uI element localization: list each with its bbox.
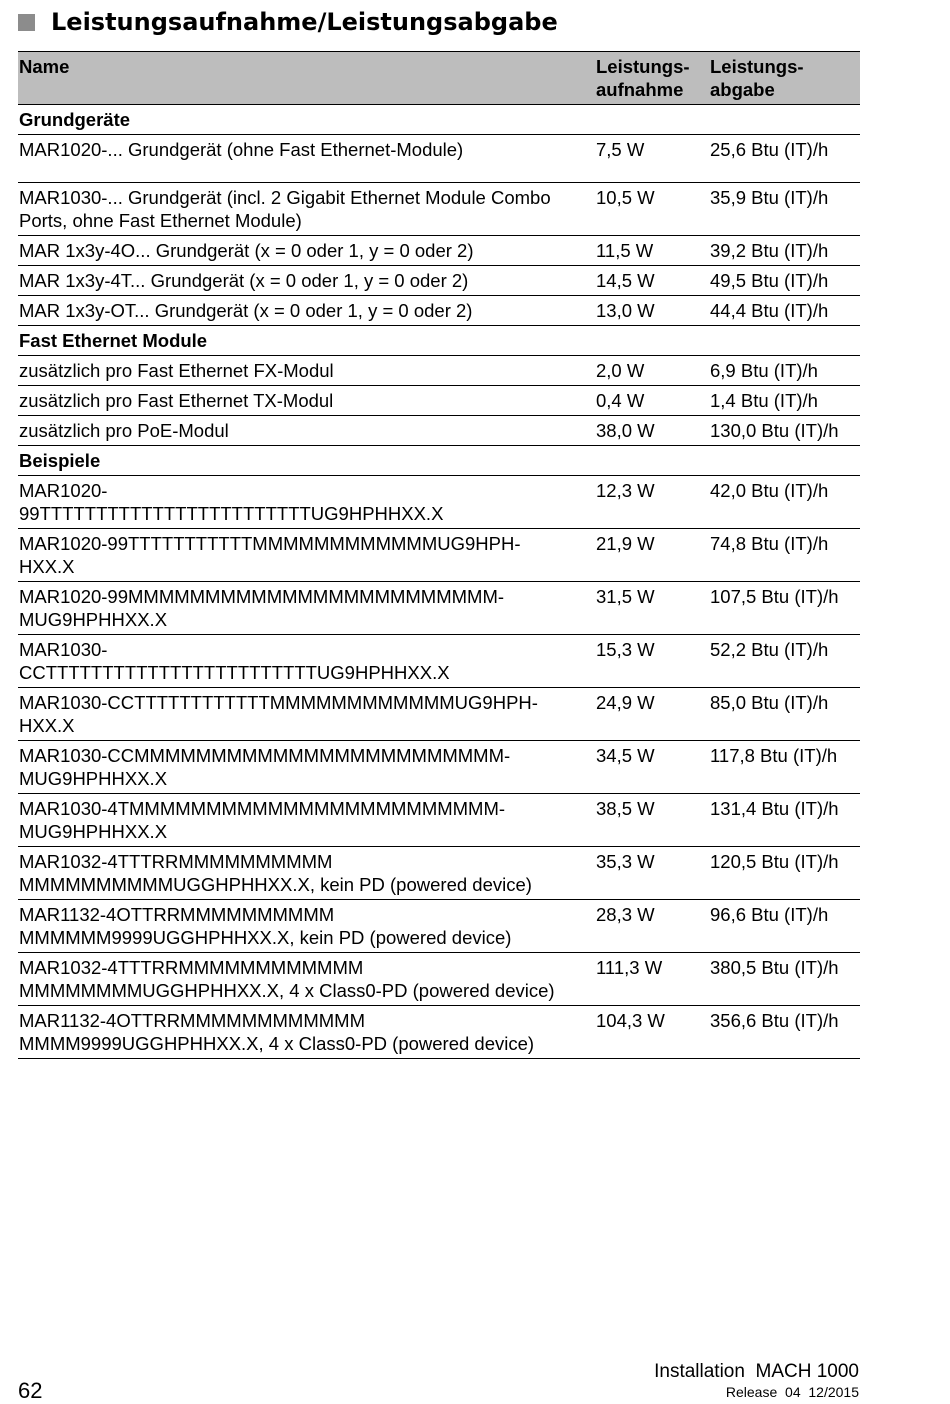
power-output-cell: 35,9 Btu (IT)/h	[709, 183, 860, 236]
power-input-cell: 0,4 W	[595, 386, 709, 416]
table-row	[18, 356, 860, 386]
power-input-cell: 21,9 W	[595, 529, 709, 582]
device-name-cell: zusätzlich pro Fast Ethernet FX-Modul	[18, 356, 595, 386]
power-input-cell: 12,3 W	[595, 476, 709, 529]
power-output-cell: 74,8 Btu (IT)/h	[709, 529, 860, 582]
square-bullet-icon	[18, 14, 35, 31]
power-input-cell: 13,0 W	[595, 296, 709, 326]
device-name-cell: MAR1020-99TTTTTTTTTTTMMMMMMMMMMMMUG9HPH- HXX.X	[18, 529, 595, 582]
power-input-cell: 2,0 W	[595, 356, 709, 386]
power-output-cell: 52,2 Btu (IT)/h	[709, 635, 860, 688]
table-row	[18, 476, 860, 529]
page-number: 62	[18, 1378, 43, 1403]
power-input-cell: 31,5 W	[595, 582, 709, 635]
device-name-cell: MAR1020-... Grundgerät (ohne Fast Ethernet-Module)	[18, 135, 595, 183]
section-row-fast-ethernet-module	[18, 326, 860, 356]
table-row	[18, 953, 860, 1006]
power-output-cell: 1,4 Btu (IT)/h	[709, 386, 860, 416]
device-name-cell: MAR 1x3y-4T... Grundgerät (x = 0 oder 1, y = 0 oder 2)	[18, 266, 595, 296]
power-input-cell: 10,5 W	[595, 183, 709, 236]
table-row	[18, 688, 860, 741]
footer-release-info: Release 04 12/2015	[725, 1384, 859, 1400]
power-input-cell: 14,5 W	[595, 266, 709, 296]
device-name-cell: MAR 1x3y-4O... Grundgerät (x = 0 oder 1, y = 0 oder 2)	[18, 236, 595, 266]
footer-document-title: Installation MACH 1000	[654, 1361, 859, 1382]
device-name-cell: MAR1030-... Grundgerät (incl. 2 Gigabit Ethernet Module Combo Ports, ohne Fast Ethernet Module)	[18, 183, 595, 236]
device-name-cell: MAR1132-4OTTRRMMMMMMMMMMMM MMMM9999UGGHPHHXX.X, 4 x Class0-PD (powered device)	[18, 1006, 595, 1059]
power-output-cell: 130,0 Btu (IT)/h	[709, 416, 860, 446]
device-name-cell: MAR1032-4TTTRRMMMMMMMMMM MMMMMMMMMMUGGHPHHXX.X, kein PD (powered device)	[18, 847, 595, 900]
power-output-cell: 96,6 Btu (IT)/h	[709, 900, 860, 953]
power-input-cell: 38,5 W	[595, 794, 709, 847]
device-name-cell: MAR1020-99MMMMMMMMMMMMMMMMMMMMMMMM- MUG9HPHHXX.X	[18, 582, 595, 635]
section-row-grundgeraete	[18, 105, 860, 135]
power-output-cell: 42,0 Btu (IT)/h	[709, 476, 860, 529]
power-output-cell: 85,0 Btu (IT)/h	[709, 688, 860, 741]
power-input-cell: 34,5 W	[595, 741, 709, 794]
table-row	[18, 183, 860, 236]
table-row	[18, 416, 860, 446]
device-name-cell: MAR1030-4TMMMMMMMMMMMMMMMMMMMMMMMM- MUG9HPHHXX.X	[18, 794, 595, 847]
power-output-cell: 356,6 Btu (IT)/h	[709, 1006, 860, 1059]
section-heading	[18, 8, 558, 36]
power-output-cell: 49,5 Btu (IT)/h	[709, 266, 860, 296]
device-name-cell: MAR1030-CCMMMMMMMMMMMMMMMMMMMMMMMM- MUG9HPHHXX.X	[18, 741, 595, 794]
power-table	[18, 51, 860, 1059]
table-row	[18, 386, 860, 416]
table-row	[18, 529, 860, 582]
device-name-cell: MAR1030-CCTTTTTTTTTTTTMMMMMMMMMMMMUG9HPH- HXX.X	[18, 688, 595, 741]
column-header-power-output: Leistungs- abgabe	[709, 52, 860, 105]
table-row	[18, 582, 860, 635]
power-input-cell: 35,3 W	[595, 847, 709, 900]
table-row	[18, 135, 860, 183]
table-row	[18, 236, 860, 266]
device-name-cell: zusätzlich pro PoE-Modul	[18, 416, 595, 446]
section-label: Grundgeräte	[18, 105, 860, 135]
power-output-cell: 117,8 Btu (IT)/h	[709, 741, 860, 794]
power-input-cell: 7,5 W	[595, 135, 709, 183]
power-input-cell: 15,3 W	[595, 635, 709, 688]
power-output-cell: 380,5 Btu (IT)/h	[709, 953, 860, 1006]
table-row	[18, 847, 860, 900]
column-header-power-input: Leistungs- aufnahme	[595, 52, 709, 105]
power-input-cell: 104,3 W	[595, 1006, 709, 1059]
power-input-cell: 24,9 W	[595, 688, 709, 741]
table-row	[18, 296, 860, 326]
table-row	[18, 900, 860, 953]
device-name-cell: MAR1132-4OTTRRMMMMMMMMMM MMMMMM9999UGGHPHHXX.X, kein PD (powered device)	[18, 900, 595, 953]
section-label: Fast Ethernet Module	[18, 326, 860, 356]
power-table-body	[18, 52, 860, 1059]
device-name-cell: MAR1030- CCTTTTTTTTTTTTTTTTTTTTTTTTUG9HPHHXX.X	[18, 635, 595, 688]
power-output-cell: 25,6 Btu (IT)/h	[709, 135, 860, 183]
power-input-cell: 111,3 W	[595, 953, 709, 1006]
device-name-cell: zusätzlich pro Fast Ethernet TX-Modul	[18, 386, 595, 416]
section-row-beispiele	[18, 446, 860, 476]
power-output-cell: 131,4 Btu (IT)/h	[709, 794, 860, 847]
column-header-name: Name	[18, 52, 595, 105]
power-output-cell: 39,2 Btu (IT)/h	[709, 236, 860, 266]
power-output-cell: 6,9 Btu (IT)/h	[709, 356, 860, 386]
device-name-cell: MAR1032-4TTTRRMMMMMMMMMMMM MMMMMMMMUGGHPHHXX.X, 4 x Class0-PD (powered device)	[18, 953, 595, 1006]
table-row	[18, 635, 860, 688]
device-name-cell: MAR1020- 99TTTTTTTTTTTTTTTTTTTTTTTTUG9HPHHXX.X	[18, 476, 595, 529]
power-output-cell: 107,5 Btu (IT)/h	[709, 582, 860, 635]
section-title: Leistungsaufnahme/Leistungsabgabe	[51, 8, 558, 36]
power-output-cell: 44,4 Btu (IT)/h	[709, 296, 860, 326]
table-row	[18, 794, 860, 847]
table-header-row	[18, 52, 860, 105]
table-row	[18, 1006, 860, 1059]
power-input-cell: 38,0 W	[595, 416, 709, 446]
device-name-cell: MAR 1x3y-OT... Grundgerät (x = 0 oder 1, y = 0 oder 2)	[18, 296, 595, 326]
table-row	[18, 266, 860, 296]
power-input-cell: 28,3 W	[595, 900, 709, 953]
table-row	[18, 741, 860, 794]
power-input-cell: 11,5 W	[595, 236, 709, 266]
power-output-cell: 120,5 Btu (IT)/h	[709, 847, 860, 900]
section-label: Beispiele	[18, 446, 860, 476]
